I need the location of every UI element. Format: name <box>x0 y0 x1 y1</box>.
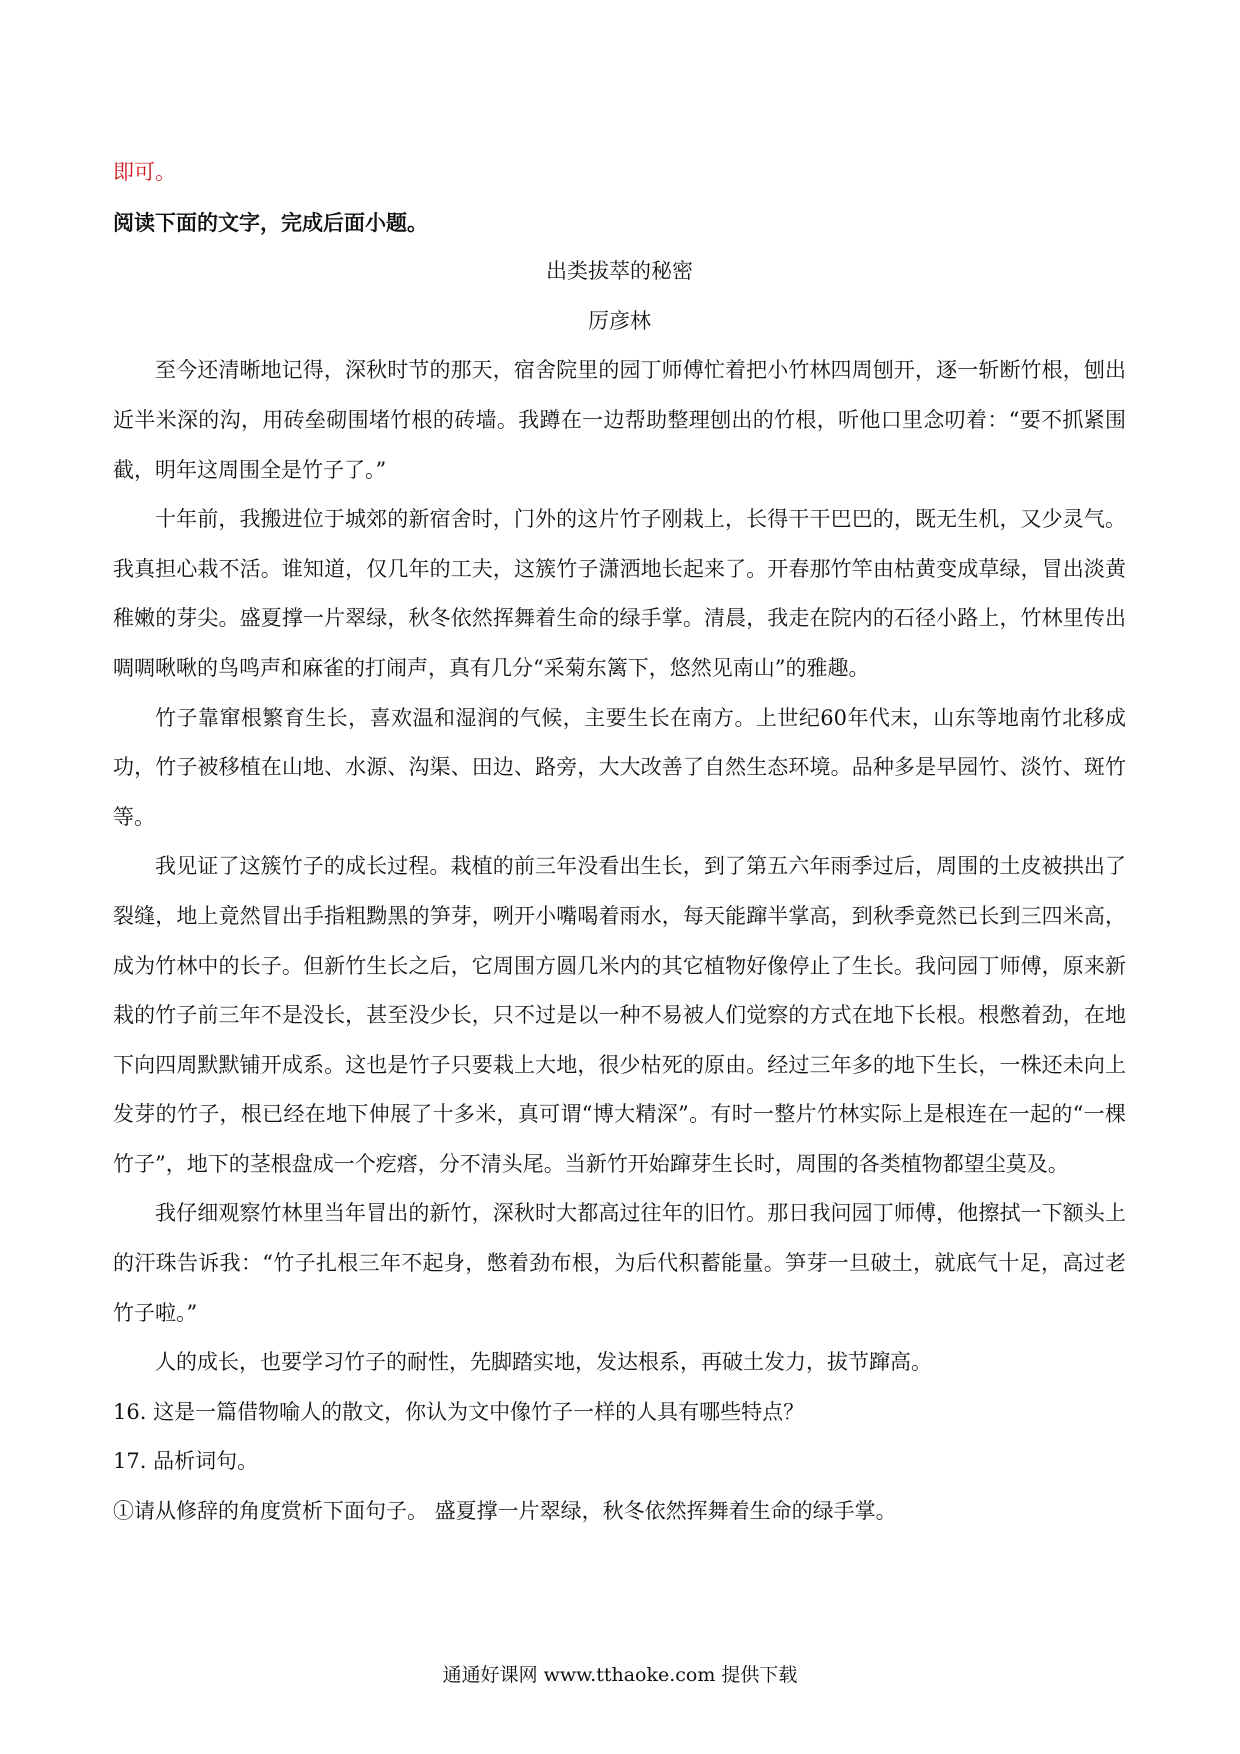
paragraph-4: 我见证了这簇竹子的成长过程。栽植的前三年没看出生长，到了第五六年雨季过后，周围的土皮被拱出了裂缝，地上竟然冒出手指粗黝黑的笋芽，咧开小嘴喝着雨水，每天能蹿半掌高，到秋季竟然已长到三四米高，成为竹林中的长子。但新竹生长之后，它周围方圆几米内的其它植物好像停止了生长。我问园丁师傅，原来新栽的竹子前三年不是没长，甚至没少长，只不过是以一种不易被人们觉察的方式在地下长根。根憋着劲，在地下向四周默默铺开成系。这也是竹子只要栽上大地，很少枯死的原由。经过三年多的地下生长，一株还未向上发芽的竹子，根已经在地下伸展了十多米，真可谓“博大精深”。有时一整片竹林实际上是根连在一起的“一棵竹子”，地下的茎根盘成一个疙瘩，分不清头尾。当新竹开始蹿芽生长时，周围的各类植物都望尘莫及。 <box>113 854 1126 1176</box>
document-body <box>113 148 1126 1537</box>
paragraph-6: 人的成长，也要学习竹子的耐性，先脚踏实地，发达根系，再破土发力，拔节蹿高。 <box>155 1350 932 1375</box>
paragraph-3: 竹子靠窜根繁育生长，喜欢温和湿润的气候，主要生长在南方。上世纪60年代末，山东等地南竹北移成功，竹子被移植在山地、水源、沟渠、田边、路旁，大大改善了自然生态环境。品种多是早园竹、淡竹、斑竹等。 <box>113 705 1126 829</box>
paragraph-1: 至今还清晰地记得，深秋时节的那天，宿舍院里的园丁师傅忙着把小竹林四周刨开，逐一斩断竹根，刨出近半米深的沟，用砖垒砌围堵竹根的砖墙。我蹲在一边帮助整理刨出的竹根，听他口里念叨着：“要不抓紧围截，明年这周围全是竹子了。” <box>113 358 1126 482</box>
article-author: 厉彦林 <box>588 308 651 333</box>
page-footer: 通通好课网 www.tthaoke.com 提供下载 <box>442 1664 798 1686</box>
reading-instruction: 阅读下面的文字，完成后面小题。 <box>113 209 428 235</box>
article-title: 出类拔萃的秘密 <box>546 259 693 284</box>
question-17-1: ①请从修辞的角度赏析下面句子。 盛夏撑一片翠绿，秋冬依然挥舞着生命的绿手掌。 <box>113 1499 897 1524</box>
paragraph-2: 十年前，我搬进位于城郊的新宿舍时，门外的这片竹子刚栽上，长得干干巴巴的，既无生机，又少灵气。我真担心栽不活。谁知道，仅几年的工夫，这簇竹子潇洒地长起来了。开春那竹竿由枯黄变成草绿，冒出淡黄稚嫩的芽尖。盛夏撑一片翠绿，秋冬依然挥舞着生命的绿手掌。清晨，我走在院内的石径小路上，竹林里传出啁啁啾啾的鸟鸣声和麻雀的打闹声，真有几分“采菊东篱下，悠然见南山”的雅趣。 <box>113 507 1126 680</box>
question-17: 17. 品析词句。 <box>113 1449 259 1474</box>
answer-tail: 即可。 <box>113 160 176 184</box>
paragraph-5: 我仔细观察竹林里当年冒出的新竹，深秋时大都高过往年的旧竹。那日我问园丁师傅，他擦拭一下额头上的汗珠告诉我：“竹子扎根三年不起身，憋着劲布根，为后代积蓄能量。笋芽一旦破土，就底气十足，高过老竹子啦。” <box>113 1201 1126 1325</box>
question-16: 16. 这是一篇借物喻人的散文，你认为文中像竹子一样的人具有哪些特点？ <box>113 1399 805 1424</box>
